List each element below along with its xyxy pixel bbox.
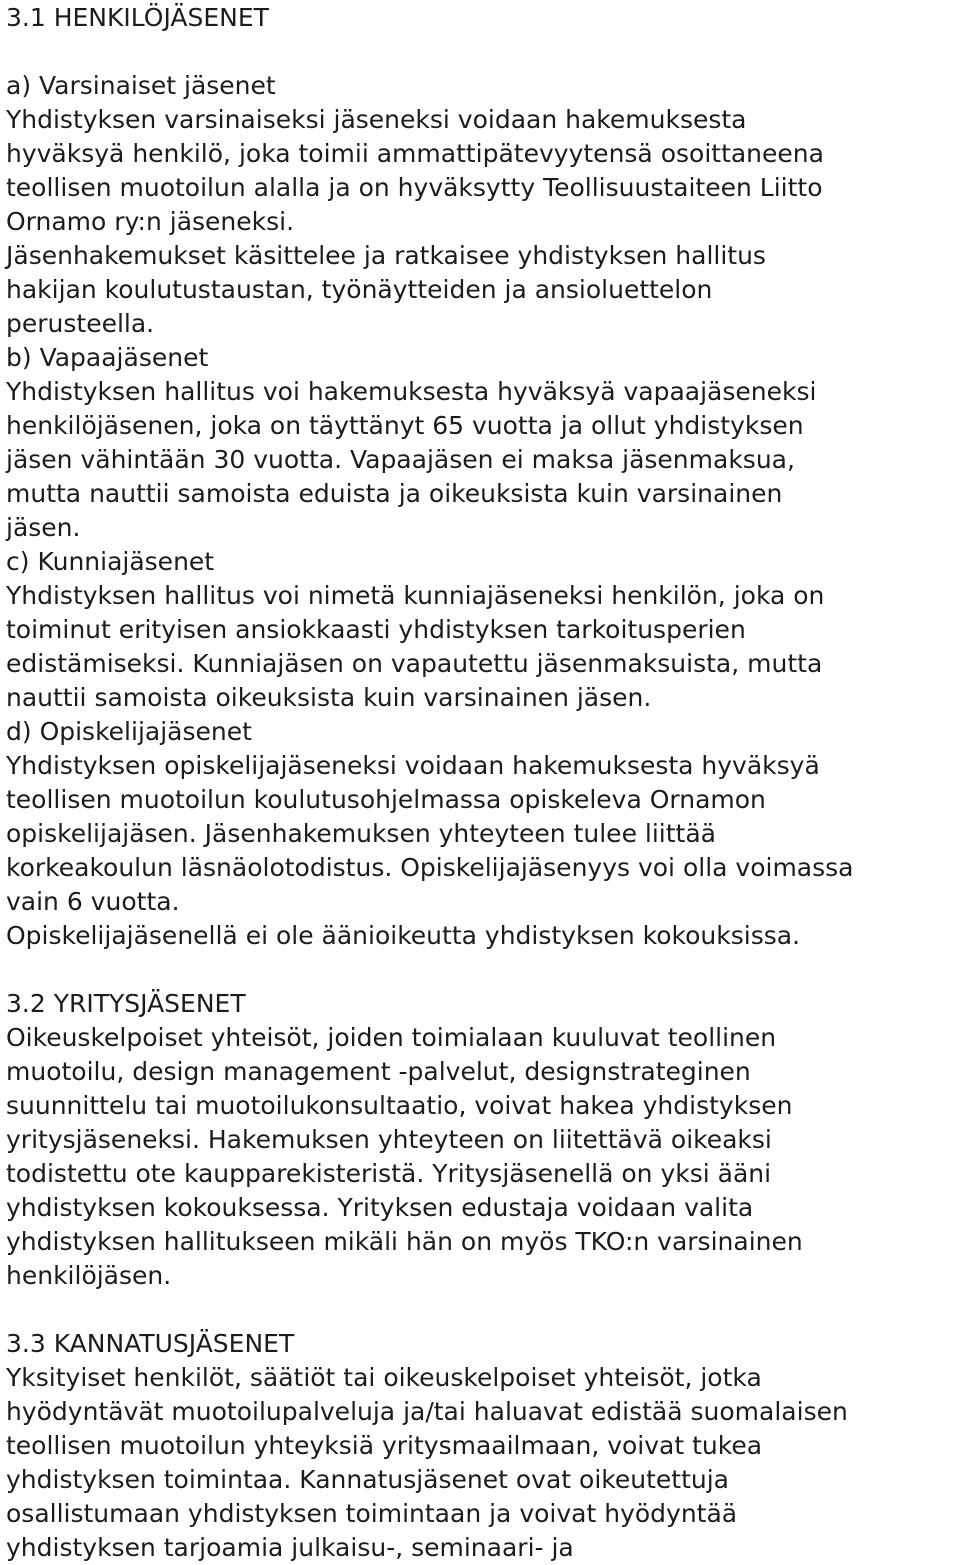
text-line: todistettu ote kaupparekisteristä. Yritysjäsenellä on yksi ääni [6,1159,772,1188]
spacer [6,35,956,69]
subheading: d) Opiskelijajäsenet [6,717,252,746]
text-line: edistämiseksi. Kunniajäsen on vapautettu jäsenmaksuista, mutta [6,649,823,678]
text-line: muotoilu, design management -palvelut, designstrateginen [6,1057,751,1086]
text-line: nauttii samoista oikeuksista kuin varsinainen jäsen. [6,683,652,712]
text-line: henkilöjäsenen, joka on täyttänyt 65 vuotta ja ollut yhdistyksen [6,411,804,440]
subheading: b) Vapaajäsenet [6,343,209,372]
section-yritysjasenet [6,987,956,1293]
text-line: suunnittelu tai muotoilukonsultaatio, voivat hakea yhdistyksen [6,1091,793,1120]
block-vapaajasenet [6,341,956,545]
text-line: teollisen muotoilun alalla ja on hyväksytty Teollisuustaiteen Liitto [6,173,823,202]
text-line: jäsen. [6,513,81,542]
section-heading: 3.2 YRITYSJÄSENET [6,989,246,1018]
text-line: hyväksyä henkilö, joka toimii ammattipätevyytensä osoittaneena [6,139,824,168]
section-heading: 3.1 HENKILÖJÄSENET [6,3,269,32]
text-line: yhdistyksen hallitukseen mikäli hän on myös TKO:n varsinainen [6,1227,803,1256]
spacer [6,953,956,987]
text-line: Yhdistyksen hallitus voi nimetä kunniajäseneksi henkilön, joka on [6,581,825,610]
text-line: perusteella. [6,309,155,338]
text-line: teollisen muotoilun koulutusohjelmassa opiskeleva Ornamon [6,785,766,814]
text-line: Yksityiset henkilöt, säätiöt tai oikeuskelpoiset yhteisöt, jotka [6,1363,762,1392]
block-opiskelijajasenet [6,715,956,953]
block-varsinaiset-jasenet [6,69,956,341]
text-line: Jäsenhakemukset käsittelee ja ratkaisee yhdistyksen hallitus [6,241,766,270]
text-line: korkeakoulun läsnäolotodistus. Opiskelijajäsenyys voi olla voimassa [6,853,854,882]
text-line: yhdistyksen kokouksessa. Yrityksen edustaja voidaan valita [6,1193,754,1222]
document-page [6,0,956,1565]
text-line: Yhdistyksen varsinaiseksi jäseneksi voidaan hakemuksesta [6,105,747,134]
text-line: henkilöjäsen. [6,1261,172,1290]
section-kannatusjasenet [6,1327,956,1565]
section-heading: 3.3 KANNATUSJÄSENET [6,1329,295,1358]
text-line: teollisen muotoilun yhteyksiä yritysmaailmaan, voivat tukea [6,1431,763,1460]
text-line: hyödyntävät muotoilupalveluja ja/tai haluavat edistää suomalaisen [6,1397,848,1426]
text-line: opiskelijajäsen. Jäsenhakemuksen yhteyteen tulee liittää [6,819,716,848]
text-line: Oikeuskelpoiset yhteisöt, joiden toimialaan kuuluvat teollinen [6,1023,777,1052]
text-line: Yhdistyksen opiskelijajäseneksi voidaan hakemuksesta hyväksyä [6,751,820,780]
text-line: toiminut erityisen ansiokkaasti yhdistyksen tarkoitusperien [6,615,746,644]
section-henkilojasenet [6,0,956,953]
text-line: yhdistyksen toimintaa. Kannatusjäsenet ovat oikeutettuja [6,1465,729,1494]
text-line: yritysjäseneksi. Hakemuksen yhteyteen on liitettävä oikeaksi [6,1125,772,1154]
text-line: yhdistyksen tarjoamia julkaisu-, seminaari- ja [6,1533,574,1562]
subheading: c) Kunniajäsenet [6,547,215,576]
text-line: mutta nauttii samoista eduista ja oikeuksista kuin varsinainen [6,479,783,508]
text-line: jäsen vähintään 30 vuotta. Vapaajäsen ei maksa jäsenmaksua, [6,445,795,474]
subheading: a) Varsinaiset jäsenet [6,71,276,100]
text-line: vain 6 vuotta. [6,887,180,916]
spacer [6,1293,956,1327]
text-line: Opiskelijajäsenellä ei ole äänioikeutta yhdistyksen kokouksissa. [6,921,801,950]
text-line: Yhdistyksen hallitus voi hakemuksesta hyväksyä vapaajäseneksi [6,377,817,406]
text-line: Ornamo ry:n jäseneksi. [6,207,295,236]
block-kunniajasenet [6,545,956,715]
text-line: hakijan koulutustaustan, työnäytteiden ja ansioluettelon [6,275,713,304]
text-line: osallistumaan yhdistyksen toimintaan ja voivat hyödyntää [6,1499,738,1528]
